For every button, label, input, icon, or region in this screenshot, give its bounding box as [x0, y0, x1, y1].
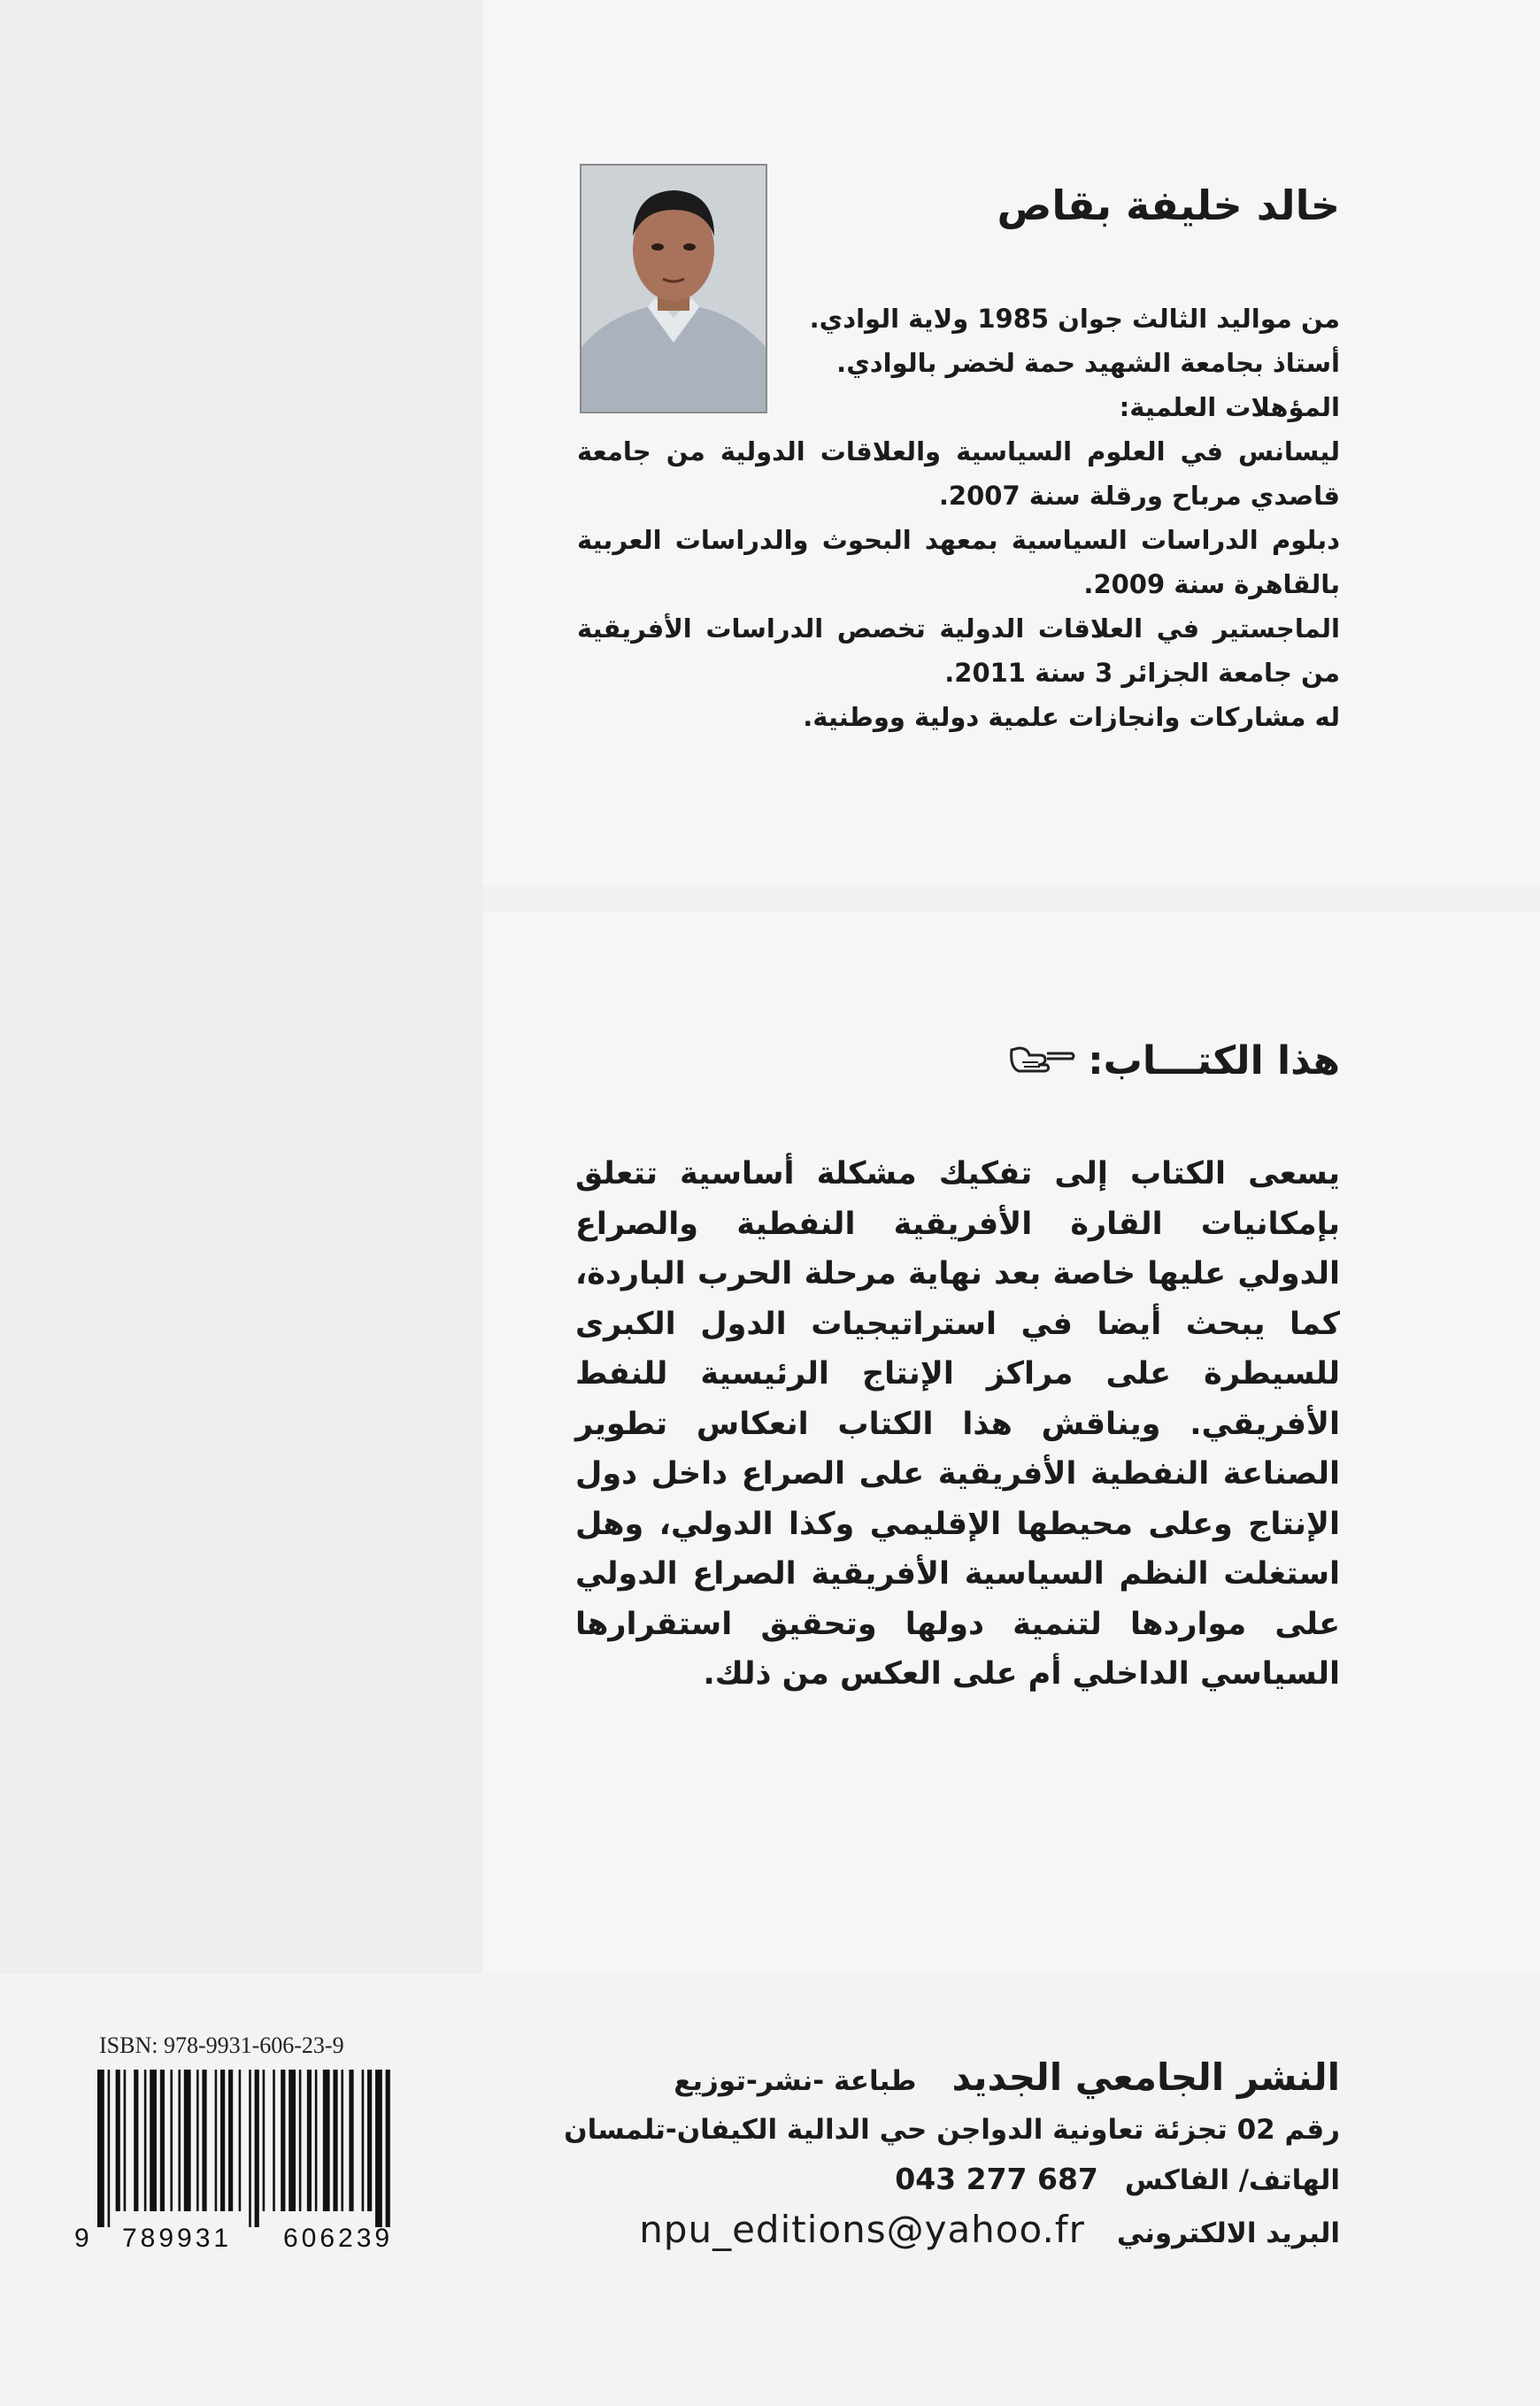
- publisher-name: النشر الجامعي الجديد: [951, 2055, 1340, 2099]
- barcode-bar: [349, 2070, 353, 2211]
- barcode-bar: [281, 2070, 285, 2211]
- barcode-bar: [341, 2070, 343, 2211]
- barcode-bar: [289, 2070, 296, 2211]
- barcode-bar: [170, 2070, 173, 2211]
- barcode-digit-prefix: 9: [74, 2224, 89, 2253]
- barcode-bar: [160, 2070, 165, 2211]
- email-label: البريد الالكتروني: [1116, 2217, 1340, 2249]
- barcode-bar: [220, 2070, 225, 2211]
- author-name: خالد خليفة بقاص: [997, 181, 1340, 229]
- barcode-bar: [124, 2070, 127, 2211]
- barcode-digit-group-left: 789931: [122, 2224, 233, 2253]
- barcode-bar: [239, 2070, 242, 2211]
- barcode-bar: [263, 2070, 266, 2211]
- barcode-digit-group-right: 606239: [283, 2224, 394, 2253]
- barcode-bar: [228, 2070, 233, 2211]
- publisher-phone-row: [895, 2162, 1340, 2196]
- phone-number: 043 277 687: [895, 2162, 1098, 2196]
- isbn-label: ISBN: 978-9931-606-23-9: [99, 2032, 344, 2058]
- author-bio: [577, 297, 1340, 739]
- barcode-bar: [375, 2070, 382, 2227]
- about-heading: [1006, 1034, 1340, 1087]
- barcode-bar: [97, 2070, 104, 2227]
- barcode-bar: [116, 2070, 120, 2211]
- bio-line: الماجستير في العلاقات الدولية تخصص الدراسات الأفريقية من جامعة الجزائر 3 سنة 2011.: [577, 613, 1340, 688]
- barcode-bar: [386, 2070, 390, 2227]
- barcode-bar: [323, 2070, 330, 2211]
- barcode-bar: [273, 2070, 275, 2211]
- bio-line: من مواليد الثالث جوان 1985 ولاية الوادي.: [809, 304, 1340, 334]
- publisher-header: [674, 2055, 1340, 2099]
- barcode-bar: [299, 2070, 302, 2211]
- book-description: يسعى الكتاب إلى تفكيك مشكلة أساسية تتعلق بإمكانيات القارة الأفريقية النفطية والصراع الدولي عليها خاصة بعد نهاية مرحلة الحرب الباردة، كما يبحث أيضا في استراتيجيات الدول الكبرى للسيطرة على مراكز الإنتاج الرئيسية للنفط الأفريقي. ويناقش هذا الكتاب انعكاس تطوير الصناعة النفطية الأفريقية على الصراع داخل دول الإنتاج وعلى محيطها الإقليمي وكذا الدولي، وهل استغلت النظم السياسية الأفريقية الصراع الدولي على مواردها لتنمية دولها وتحقيق استقرارها السياسي الداخلي أم على العكس من ذلك.: [575, 1156, 1340, 1692]
- barcode-bar: [150, 2070, 157, 2211]
- barcode-bar: [367, 2070, 372, 2211]
- barcode-bar: [108, 2070, 111, 2227]
- bio-line: ليسانس في العلوم السياسية والعلاقات الدولية من جامعة قاصدي مرباح ورقلة سنة 2007.: [577, 436, 1340, 511]
- barcode-bar: [307, 2070, 312, 2211]
- barcode-bar: [315, 2070, 318, 2211]
- about-heading-text: هذا الكتـــاب:: [1088, 1037, 1340, 1083]
- barcode-bar: [249, 2070, 251, 2227]
- barcode-bar: [362, 2070, 365, 2211]
- barcode-bar: [184, 2070, 191, 2211]
- pointing-hand-icon: [1006, 1041, 1075, 1080]
- barcode-bar: [333, 2070, 337, 2211]
- bio-line: أستاذ بجامعة الشهيد حمة لخضر بالوادي.: [836, 348, 1340, 378]
- bio-line: دبلوم الدراسات السياسية بمعهد البحوث والدراسات العربية بالقاهرة سنة 2009.: [577, 525, 1340, 599]
- phone-label: الهاتف/ الفاكس: [1124, 2164, 1340, 2196]
- publisher-services: طباعة -نشر-توزيع: [674, 2065, 917, 2097]
- barcode-bar: [144, 2070, 147, 2211]
- publisher-address: رقم 02 تجزئة تعاونية الدواجن حي الدالية الكيفان-تلمسان: [564, 2114, 1340, 2146]
- barcode-bar: [215, 2070, 218, 2211]
- publisher-email-row: [639, 2208, 1340, 2251]
- isbn-barcode: [97, 2070, 418, 2227]
- barcode-bar: [255, 2070, 259, 2227]
- bio-line: المؤهلات العلمية:: [1119, 392, 1340, 422]
- barcode-bar: [134, 2070, 138, 2211]
- bio-line: له مشاركات وانجازات علمية دولية ووطنية.: [803, 702, 1340, 732]
- barcode-bar: [178, 2070, 181, 2211]
- barcode-bar: [202, 2070, 206, 2211]
- barcode-bar: [196, 2070, 199, 2211]
- email-address: npu_editions@yahoo.fr: [639, 2208, 1085, 2251]
